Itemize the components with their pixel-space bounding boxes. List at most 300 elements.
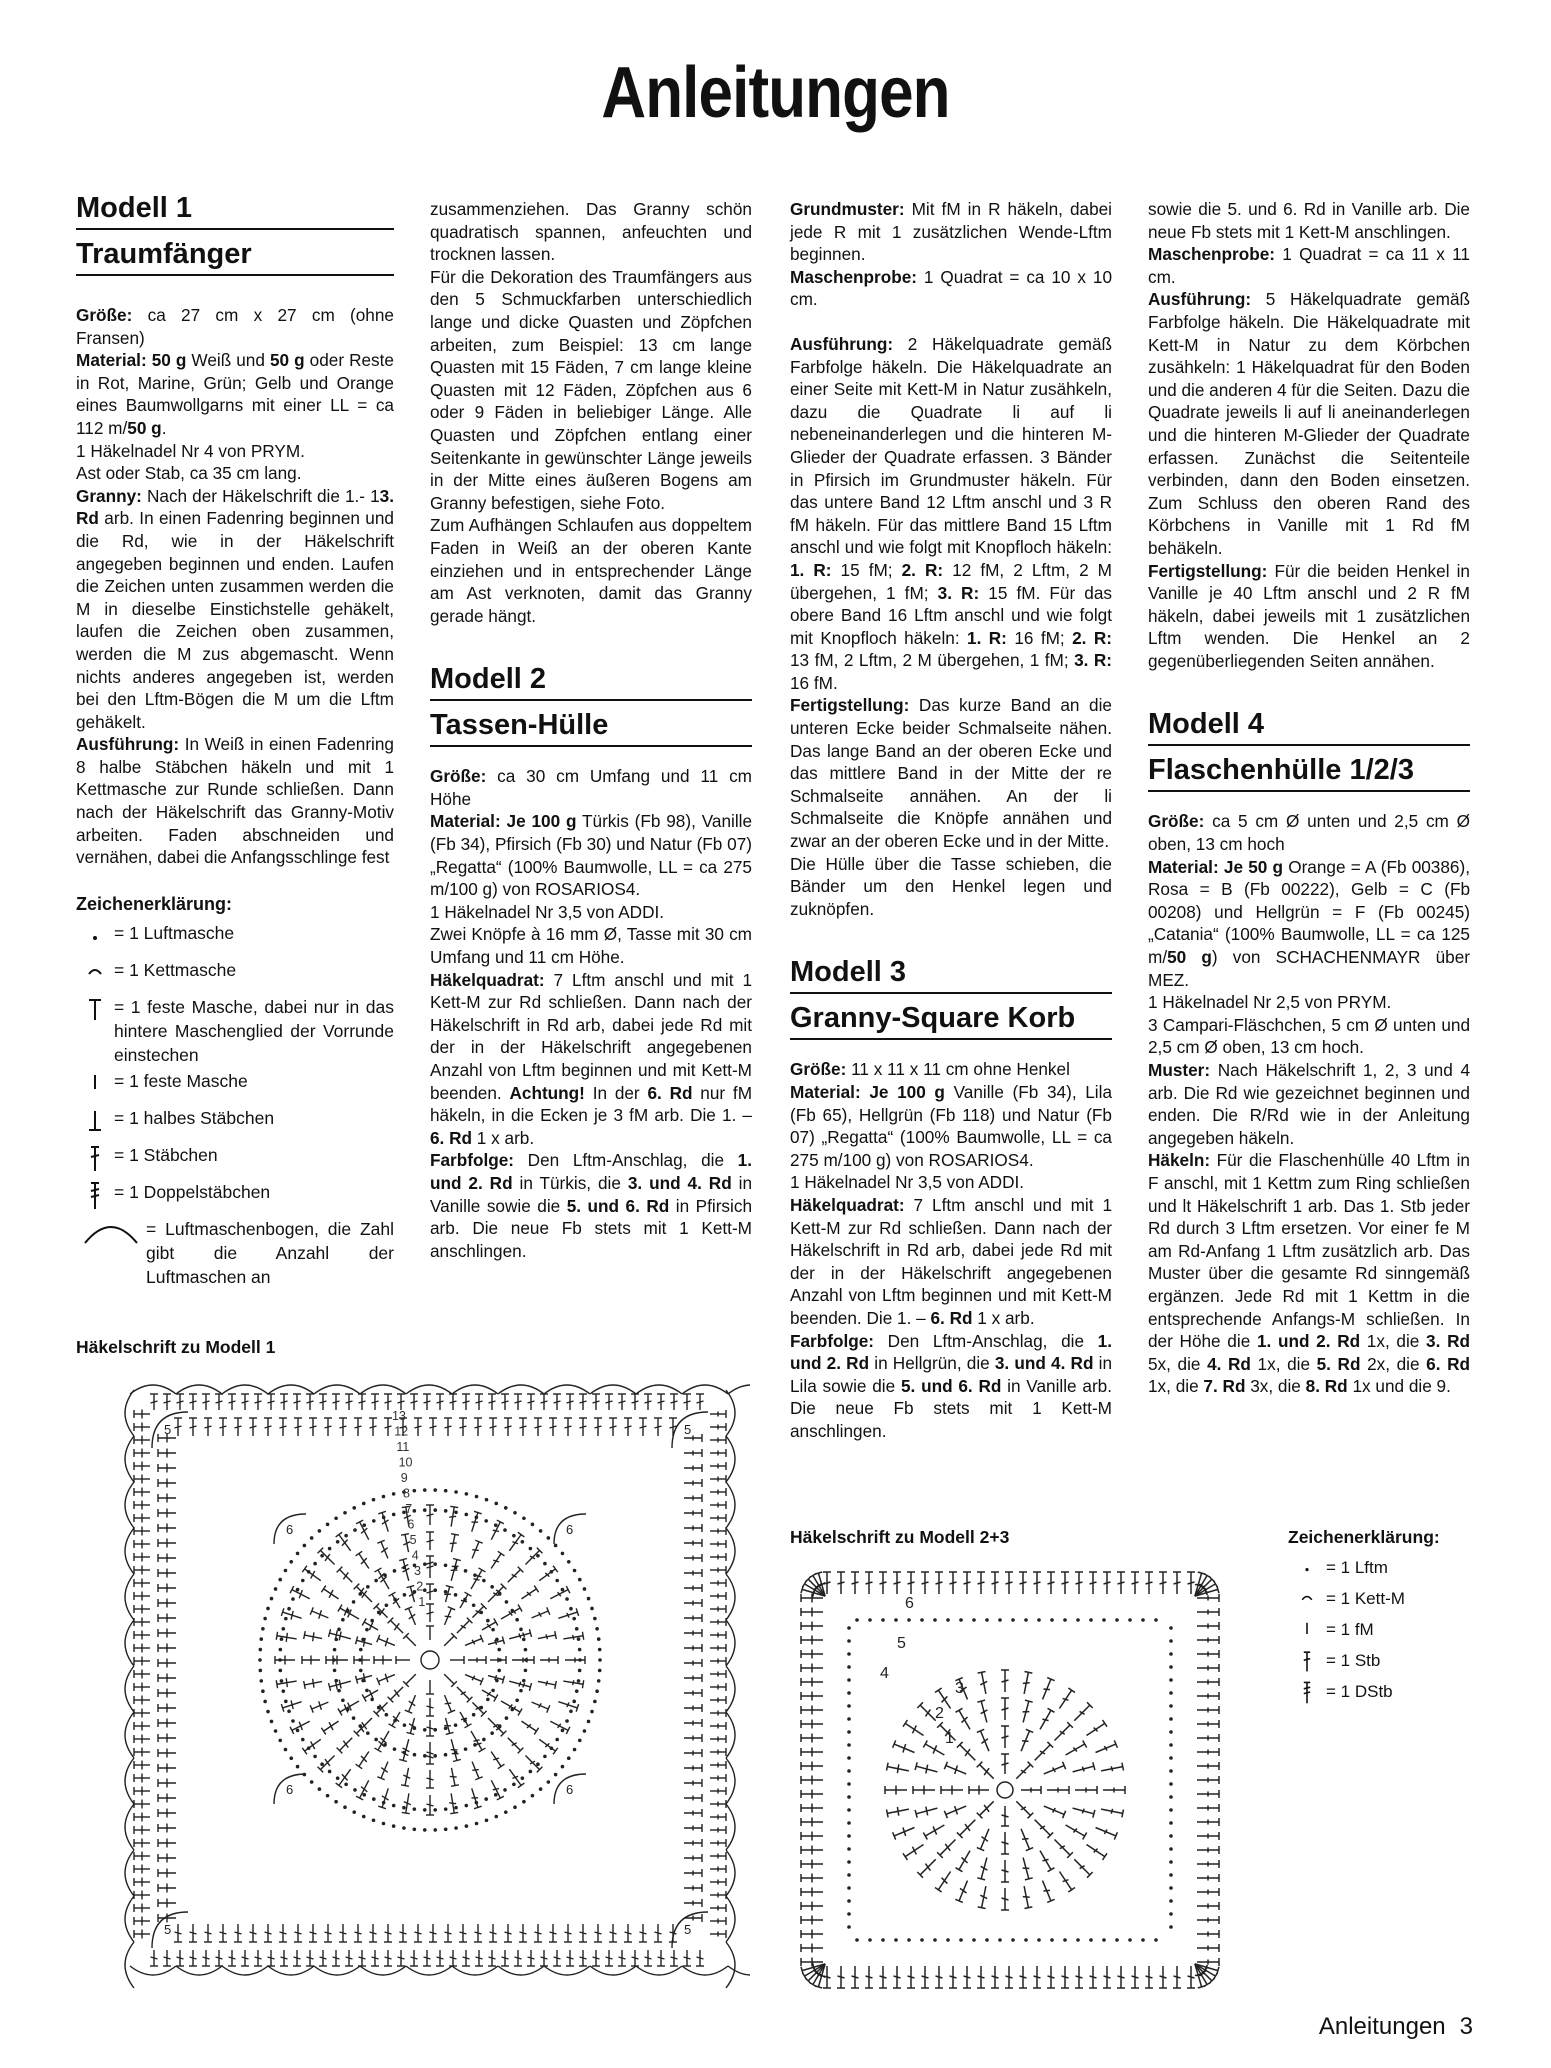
stitch-mark — [532, 1702, 550, 1713]
stitch-mark — [405, 1607, 416, 1625]
stitch-mark — [254, 1950, 262, 1966]
chain-dot — [847, 1795, 851, 1799]
stitch-mark — [189, 1418, 197, 1436]
chain-dot — [279, 1648, 283, 1652]
chain-dot — [1050, 1618, 1054, 1622]
stitch-mark — [134, 1800, 150, 1809]
chain-dot — [583, 1729, 587, 1733]
chain-dot — [554, 1544, 558, 1548]
chain-dot — [270, 1597, 274, 1601]
chain-dot — [524, 1658, 528, 1662]
chain-dot — [1063, 1938, 1067, 1942]
stitch-mark — [134, 1566, 150, 1575]
stitch-mark — [337, 1567, 353, 1583]
stitch-mark — [540, 1656, 558, 1664]
column-1 — [76, 190, 394, 1291]
chain-dot — [346, 1708, 350, 1712]
stitch-mark — [215, 1950, 223, 1966]
chain-arc-mark — [682, 1966, 728, 1975]
stitch-mark — [459, 1924, 467, 1942]
chart1-round-number: 13 — [392, 1409, 406, 1423]
stitch-mark — [474, 1924, 482, 1942]
stitch-mark — [358, 1950, 366, 1966]
chain-dot — [472, 1713, 476, 1717]
stitch-mark — [1035, 1820, 1053, 1838]
stitch-mark — [801, 1692, 823, 1701]
stitch-mark — [489, 1924, 497, 1942]
stitch-mark — [903, 1720, 924, 1736]
chain-dot — [847, 1730, 851, 1734]
chain-arc-mark — [726, 1390, 735, 1436]
chain-dot — [444, 1807, 448, 1811]
chain-arc-mark — [360, 1385, 406, 1394]
stitch-mark — [134, 1904, 150, 1913]
stitch-mark — [134, 1657, 150, 1666]
chain-dot — [494, 1502, 498, 1506]
chain-dot — [423, 1728, 427, 1732]
chain-arc-mark — [726, 1804, 735, 1850]
stitch-mark — [426, 1505, 434, 1525]
stitch-mark — [710, 1891, 726, 1899]
chain-dot — [365, 1689, 369, 1693]
chart1-corner-label: 5 — [684, 1422, 692, 1437]
treble-crochet-double-cross-icon — [1288, 1680, 1326, 1709]
chain-dot — [423, 1808, 427, 1812]
chain-dot — [454, 1566, 458, 1570]
stitch-mark — [563, 1632, 583, 1640]
stitch-mark — [801, 1622, 823, 1631]
chain-dot — [1169, 1912, 1173, 1916]
stitch-mark — [354, 1656, 370, 1665]
chain-dot — [503, 1528, 507, 1532]
stitch-mark — [134, 1488, 150, 1497]
chain-dot — [475, 1495, 479, 1499]
stitch-mark — [944, 1762, 966, 1774]
chain-dot — [497, 1669, 501, 1673]
chain-dot — [578, 1648, 582, 1652]
stitch-mark — [134, 1501, 150, 1510]
stitch-mark — [977, 1858, 987, 1880]
stitch-mark — [538, 1631, 556, 1639]
chain-dot — [1169, 1860, 1173, 1864]
chain-dot — [1169, 1665, 1173, 1669]
chart1-round-number: 3 — [414, 1564, 421, 1578]
stitch-mark — [399, 1559, 409, 1581]
chain-dot — [543, 1755, 547, 1759]
chain-dot — [281, 1627, 285, 1631]
chain-dot — [280, 1637, 284, 1641]
stitch-mark — [403, 1674, 416, 1687]
chain-dot — [519, 1689, 523, 1693]
chain-dot — [498, 1724, 502, 1728]
chart1-round-number: 8 — [403, 1486, 410, 1501]
chain-dot — [1076, 1618, 1080, 1622]
stitch-mark — [134, 1631, 150, 1640]
chain-dot — [522, 1516, 526, 1520]
stitch-mark — [539, 1739, 558, 1754]
legend-label: = 1 feste Masche — [114, 1071, 248, 1092]
stitch-mark — [538, 1681, 556, 1689]
chain-dot — [1011, 1938, 1015, 1942]
legend-label: = 1 fM — [1326, 1620, 1374, 1639]
chain-dot — [353, 1788, 357, 1792]
stitch-mark — [1021, 1829, 1033, 1851]
chain-dot — [565, 1597, 569, 1601]
stitch-mark — [1033, 1572, 1041, 1594]
stitch-mark — [955, 1881, 967, 1903]
slip-stitch-arc-icon — [1288, 1587, 1326, 1616]
chart2-round-number: 6 — [905, 1595, 914, 1612]
chain-dot — [1169, 1756, 1173, 1760]
stitch-mark — [134, 1449, 150, 1458]
chain-arc-mark — [726, 1482, 735, 1528]
modell4-nadel: 1 Häkelnadel Nr 2,5 von PRYM. — [1148, 992, 1392, 1013]
chain-dot — [1169, 1821, 1173, 1825]
stitch-mark — [1197, 1622, 1219, 1630]
stitch-mark — [134, 1540, 150, 1549]
stitch-mark — [710, 1657, 726, 1665]
chain-arc-mark — [498, 1966, 544, 1975]
chain-arc-mark — [544, 1966, 590, 1975]
chain-arc-mark — [728, 1966, 750, 1975]
stitch-mark — [158, 1749, 176, 1758]
stitch-mark — [158, 1539, 176, 1548]
stitch-mark — [384, 1394, 392, 1410]
stitch-mark — [423, 1394, 431, 1410]
chain-dot — [598, 1648, 602, 1652]
stitch-mark — [1197, 1916, 1219, 1924]
stitch-mark — [1066, 1825, 1087, 1839]
chain-dot — [907, 1618, 911, 1622]
stitch-mark — [1197, 1776, 1219, 1784]
chain-dot — [1089, 1938, 1093, 1942]
stitch-mark — [134, 1787, 150, 1796]
stitch-mark — [189, 1950, 197, 1966]
stitch-mark — [134, 1436, 150, 1445]
stitch-mark — [879, 1966, 887, 1988]
modell2-grundmuster: Grundmuster: Mit fM in R häkeln, dabei jede R mit 1 zusätzlichen Wende-Lftm beginnen. — [790, 199, 1112, 265]
chain-dot — [1169, 1730, 1173, 1734]
chain-dot — [1169, 1652, 1173, 1656]
chain-dot — [454, 1751, 458, 1755]
chain-dot — [1141, 1938, 1145, 1942]
chain-dot — [847, 1769, 851, 1773]
chain-arc-mark — [726, 1528, 735, 1574]
stitch-mark — [158, 1614, 176, 1623]
chart1-round-number: 1 — [418, 1595, 426, 1609]
chain-dot — [433, 1588, 437, 1592]
stitch-mark — [684, 1509, 702, 1517]
stitch-mark — [710, 1579, 726, 1587]
modell1-ast: Ast oder Stab, ca 35 cm lang. — [76, 463, 302, 484]
stitch-mark — [134, 1696, 150, 1705]
stitch-mark — [1005, 1966, 1013, 1988]
chain-dot — [444, 1827, 448, 1831]
stitch-mark — [550, 1586, 570, 1599]
chain-dot — [377, 1611, 381, 1615]
modell3-farbfolge-cont: sowie die 5. und 6. Rd in Vanille arb. Die neue Fb stets mit 1 Kett-M anschlingen. — [1148, 199, 1470, 242]
stitch-mark — [158, 1764, 176, 1773]
stitch-mark — [957, 1742, 975, 1760]
modell1-heading — [76, 190, 394, 276]
chain-dot — [307, 1746, 311, 1750]
chain-dot — [946, 1938, 950, 1942]
stitch-mark — [228, 1950, 236, 1966]
stitch-mark — [941, 1786, 963, 1795]
stitch-mark — [471, 1568, 485, 1589]
chain-dot — [382, 1495, 386, 1499]
chain-arc-mark — [125, 1666, 134, 1712]
stitch-mark — [134, 1553, 150, 1562]
chart2-round-number: 1 — [945, 1730, 954, 1747]
chain-dot — [385, 1713, 389, 1717]
chain-dot — [1169, 1886, 1173, 1890]
stitch-mark — [837, 1572, 845, 1594]
stitch-mark — [903, 1844, 924, 1860]
stitch-mark — [519, 1924, 527, 1942]
chain-dot — [521, 1776, 525, 1780]
chain-dot — [881, 1938, 885, 1942]
chain-dot — [403, 1751, 407, 1755]
stitch-mark — [1001, 1698, 1009, 1720]
chain-arc-mark — [130, 1385, 176, 1394]
stitch-mark — [1197, 1608, 1219, 1616]
stitch-mark — [710, 1462, 726, 1470]
chain-dot — [392, 1513, 396, 1517]
stitch-mark — [490, 1656, 506, 1664]
chain-arc-mark — [498, 1385, 544, 1394]
stitch-mark — [471, 1788, 481, 1808]
stitch-mark — [657, 1394, 665, 1410]
stitch-mark — [202, 1950, 210, 1966]
stitch-mark — [935, 1572, 943, 1594]
stitch-mark — [158, 1659, 176, 1668]
stitch-mark — [276, 1632, 296, 1642]
chain-dot — [512, 1783, 516, 1787]
chain-arc-mark — [314, 1385, 360, 1394]
stitch-mark — [963, 1572, 971, 1594]
stitch-mark — [134, 1930, 150, 1939]
stitch-mark — [318, 1548, 335, 1565]
chain-dot — [334, 1638, 338, 1642]
stitch-mark — [1197, 1818, 1219, 1826]
chain-dot — [495, 1638, 499, 1642]
chain-dot — [270, 1720, 274, 1724]
stitch-mark — [158, 1479, 176, 1488]
stitch-mark — [234, 1924, 242, 1942]
stitch-mark — [605, 1394, 613, 1410]
stitch-mark — [267, 1950, 275, 1966]
modell3-nadel: 1 Häkelnadel Nr 3,5 von ADDI. — [790, 1172, 1025, 1193]
stitch-mark — [801, 1678, 823, 1687]
chain-dot — [278, 1739, 282, 1743]
chain-dot — [494, 1523, 498, 1527]
chain-dot — [1063, 1618, 1067, 1622]
stitch-mark — [374, 1656, 392, 1665]
chain-dot — [505, 1600, 509, 1604]
stitch-mark — [345, 1950, 353, 1966]
chain-dot — [393, 1598, 397, 1602]
stitch-mark — [801, 1888, 823, 1897]
stitch-mark — [710, 1475, 726, 1483]
stitch-mark — [566, 1950, 574, 1966]
stitch-mark — [504, 1924, 512, 1942]
chain-dot — [847, 1743, 851, 1747]
stitch-mark — [579, 1924, 587, 1942]
stitch-mark — [276, 1678, 296, 1688]
modell1-nadel: 1 Häkelnadel Nr 4 von PRYM. — [76, 440, 305, 461]
legend-item — [76, 958, 394, 993]
stitch-mark — [684, 1719, 702, 1727]
stitch-mark — [377, 1762, 388, 1780]
chain-dot — [567, 1756, 571, 1760]
modell3-material: Material: Je 100 g Vanille (Fb 34), Lila (Fb 65), Hellgrün (Fb 118) und Natur (Fb 07) „Regatta“ (100% Baumwolle, LL = ca 275 m/100 g) von ROSARIOS4. — [790, 1082, 1113, 1170]
stitch-mark — [893, 1740, 915, 1752]
stitch-mark — [158, 1644, 176, 1653]
stitch-mark — [1197, 1720, 1219, 1728]
stitch-mark — [402, 1793, 411, 1813]
stitch-mark — [1059, 1688, 1075, 1709]
chain-dot — [1037, 1618, 1041, 1622]
stitch-mark — [710, 1527, 726, 1535]
chain-dot — [578, 1658, 582, 1662]
stitch-mark — [519, 1418, 527, 1436]
stitch-mark — [696, 1394, 704, 1410]
modell1-material: Material: 50 g Weiß und 50 g oder Reste in Rot, Marine, Grün; Gelb und Orange eines Baumwollgarns mit einer LL = ca 112 m/50 g. — [76, 350, 394, 438]
legend-item — [1288, 1680, 1488, 1709]
stitch-mark — [356, 1551, 369, 1568]
stitch-mark — [1187, 1966, 1195, 1988]
chain-dot — [519, 1628, 523, 1632]
stitch-mark — [887, 1763, 909, 1774]
stitch-mark — [356, 1520, 369, 1540]
stitch-mark — [459, 1418, 467, 1436]
stitch-mark — [1001, 1726, 1009, 1748]
chain-dot — [946, 1618, 950, 1622]
stitch-mark — [375, 1731, 389, 1752]
stitch-mark — [879, 1572, 887, 1594]
chain-dot — [1169, 1626, 1173, 1630]
chain-dot — [377, 1706, 381, 1710]
chain-arc-icon — [76, 1217, 146, 1252]
chain-arc-mark — [726, 1758, 735, 1804]
modell3-ausfuehrung: Ausführung: 5 Häkelquadrate gemäß Farbfolge häkeln. Die Häkelquadrate mit Kett-M in Natur zu dem Körbchen zusähkeln: 1 Häkelquadrat für den Boden und die anderen 4 für die Seiten. Dazu die Quadrate jeweils li auf li aneinanderlegen und die hinteren M-Glieder der Quadrate erfassen. Zunächst die Seitenteile verbinden, dann den Boden einsetzen. Zum Schluss den oberen Rand des Körbchens in Vanille mit 1 Rd fM behäkeln. — [1148, 289, 1471, 558]
stitch-mark — [450, 1768, 459, 1786]
stitch-mark — [564, 1418, 572, 1436]
stitch-mark — [134, 1813, 150, 1822]
stitch-mark — [801, 1706, 823, 1715]
chain-dot — [454, 1490, 458, 1494]
stitch-mark — [684, 1899, 702, 1907]
chain-dot — [583, 1587, 587, 1591]
stitch-mark — [1001, 1670, 1009, 1692]
stitch-mark — [851, 1966, 859, 1988]
stitch-mark — [710, 1774, 726, 1782]
stitch-mark — [1197, 1846, 1219, 1854]
stitch-mark — [158, 1779, 176, 1788]
chain-dot — [310, 1536, 314, 1540]
stitch-mark — [684, 1794, 702, 1802]
chain-dot — [444, 1590, 448, 1594]
chain-dot — [296, 1588, 300, 1592]
legend-item — [76, 1106, 394, 1141]
chain-arc-mark — [222, 1385, 268, 1394]
stitch-mark — [414, 1924, 422, 1942]
stitch-mark — [279, 1418, 287, 1436]
stitch-mark — [527, 1950, 535, 1966]
legend-item — [76, 921, 394, 956]
single-crochet-bar-icon — [76, 1069, 114, 1104]
stitch-mark — [977, 1966, 985, 1988]
modell2-groesse: Größe: ca 30 cm Umfang und 11 cm Höhe — [430, 766, 752, 809]
stitch-mark — [710, 1917, 726, 1925]
stitch-mark — [801, 1860, 823, 1869]
chain-dot — [480, 1706, 484, 1710]
chain-dot — [1169, 1847, 1173, 1851]
stitch-mark — [371, 1394, 379, 1410]
stitch-mark — [710, 1514, 726, 1522]
stitch-mark — [609, 1418, 617, 1436]
chain-dot — [1128, 1938, 1132, 1942]
chain-dot — [313, 1562, 317, 1566]
stitch-mark — [482, 1619, 498, 1630]
chart23-caption: Häkelschrift zu Modell 2+3 — [790, 1527, 1010, 1547]
chain-dot — [491, 1628, 495, 1632]
chart1-round-number: 10 — [398, 1455, 413, 1470]
stitch-mark — [684, 1569, 702, 1577]
chain-dot — [484, 1797, 488, 1801]
stitch-mark — [1044, 1806, 1066, 1818]
stitch-mark — [163, 1950, 171, 1966]
chain-dot — [847, 1886, 851, 1890]
chain-dot — [372, 1498, 376, 1502]
chain-dot — [590, 1710, 594, 1714]
stitch-mark — [444, 1586, 453, 1602]
stitch-mark — [399, 1924, 407, 1942]
stitch-mark — [318, 1755, 335, 1772]
stitch-mark — [956, 1708, 970, 1729]
chart23-legend-title: Zeichenerklärung: — [1288, 1527, 1440, 1547]
chain-dot — [847, 1847, 851, 1851]
stitch-mark — [684, 1629, 702, 1637]
stitch-mark — [957, 1820, 975, 1838]
chain-dot — [573, 1748, 577, 1752]
stitch-mark — [1023, 1700, 1033, 1722]
stitch-mark — [384, 1924, 392, 1942]
chain-dot — [598, 1658, 602, 1662]
modell3-subtitle: Granny-Square Korb — [790, 1000, 1112, 1040]
chain-dot — [326, 1794, 330, 1798]
stitch-mark — [150, 1394, 158, 1410]
stitch-mark — [525, 1548, 542, 1565]
stitch-mark — [457, 1687, 473, 1703]
chain-dot — [847, 1704, 851, 1708]
stitch-mark — [512, 1656, 534, 1664]
chain-dot — [555, 1738, 559, 1742]
stitch-mark — [158, 1689, 176, 1698]
stitch-mark — [710, 1605, 726, 1613]
chain-dot — [577, 1637, 581, 1641]
stitch-mark — [1197, 1860, 1219, 1868]
chain-arc-mark — [222, 1966, 268, 1975]
stitch-mark — [684, 1449, 702, 1457]
stitch-mark — [436, 1394, 444, 1410]
chain-dot — [847, 1808, 851, 1812]
stitch-mark — [264, 1924, 272, 1942]
chain-arc-mark — [125, 1896, 134, 1942]
stitch-mark — [837, 1966, 845, 1988]
stitch-mark — [1043, 1678, 1055, 1700]
